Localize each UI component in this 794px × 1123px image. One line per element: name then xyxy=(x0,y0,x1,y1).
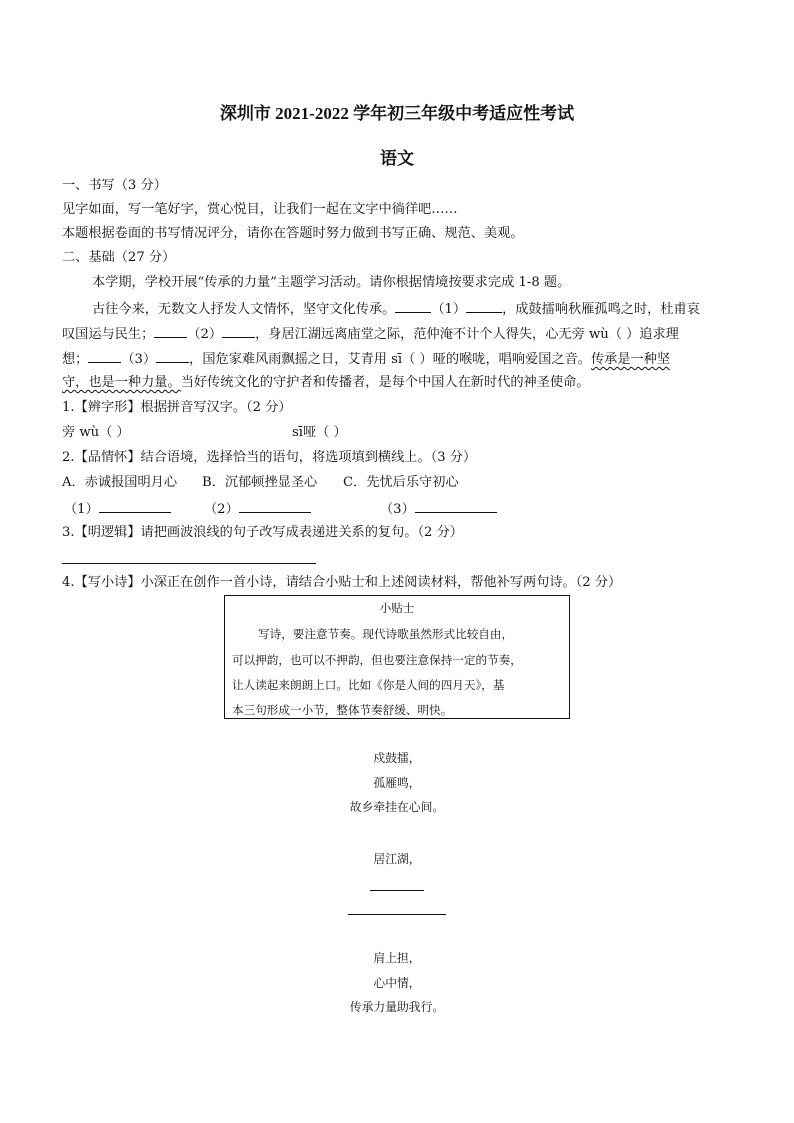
poem-line: 戍鼓擂， xyxy=(373,751,421,765)
tip-line-4: 本三句形成一小节，整体节奏舒缓、明快。 xyxy=(232,703,453,717)
tip-line-2: 可以押韵，也可以不押韵，但也要注意保持一定的节奏， xyxy=(232,653,522,667)
poem-answer-line-1[interactable] xyxy=(370,890,424,891)
blank-label-1: （1） xyxy=(431,302,467,317)
q2-blank-1 xyxy=(64,499,171,519)
poem-line: 孤雁鸣， xyxy=(373,776,421,790)
q2-answer-line-3[interactable] xyxy=(415,499,497,513)
passage-text: ，成鼓擂响秋雁孤鸣之时，杜甫哀 xyxy=(502,302,700,317)
answer-blank-3a[interactable] xyxy=(88,349,121,363)
tip-line-3: 让人读起来朗朗上口。比如《你是人间的四月天》，基 xyxy=(232,678,505,692)
poem-line: 传承力量助我行。 xyxy=(349,1000,445,1014)
wavy-sentence-part2: 守，也是一种力量。 xyxy=(62,375,181,390)
answer-blank-1b[interactable] xyxy=(466,299,502,313)
q1-item-a[interactable]: 旁 wù（ ） xyxy=(62,425,130,440)
passage-text: 叹国运与民生； xyxy=(62,327,155,342)
q2-option-a: A．赤诚报国明月心 xyxy=(62,475,178,490)
passage-text: ，国危家难风雨飘摇之日，艾青用 sī（ ）哑的喉咙，唱响爱国之音。 xyxy=(189,352,591,367)
poem-answer-line-2[interactable] xyxy=(348,914,446,915)
section1-line2: 本题根据卷面的书写情况评分，请你在答题时努力做到书写正确、规范、美观。 xyxy=(62,226,524,241)
passage-text: ，身居江湖远离庙堂之际，范仲淹不计个人得失，心无旁 wù（ ）追求理 xyxy=(255,327,679,342)
answer-blank-2a[interactable] xyxy=(154,324,187,338)
q1-stem: 1.【辨字形】根据拼音写汉字。（2 分） xyxy=(62,400,292,415)
q2-blank-2 xyxy=(204,499,311,519)
q2-blank-2-label: （2） xyxy=(204,502,239,517)
poem-line: 肩上担， xyxy=(373,951,421,965)
tip-title: 小贴士 xyxy=(379,601,415,615)
q2-blank-3 xyxy=(380,499,497,519)
passage-line-2 xyxy=(62,324,679,344)
section2-intro: 本学期，学校开展“传承的力量”主题学习活动。请你根据情境按要求完成 1-8 题。 xyxy=(92,275,571,290)
poem-line: 心中情， xyxy=(373,976,421,990)
q2-stem: 2.【品情怀】结合语境，选择恰当的语句，将选项填到横线上。（3 分） xyxy=(62,450,477,465)
q3-stem: 3.【明逻辑】请把画波浪线的句子改写成表递进关系的复句。（2 分） xyxy=(62,525,463,540)
q2-blank-3-label: （3） xyxy=(380,502,415,517)
passage-text: 古往今来，无数文人抒发人文情怀，坚守文化传承。 xyxy=(92,302,396,317)
q4-stem: 4.【写小诗】小深正在创作一首小诗，请结合小贴士和上述阅读材料，帮他补写两句诗。（2 分） xyxy=(62,575,622,590)
poem-line: 居江湖， xyxy=(373,852,421,866)
section2-heading: 二、基础（27 分） xyxy=(62,250,176,265)
q2-option-b: B．沉郁顿挫显圣心 xyxy=(202,475,318,490)
q2-option-c: C．先忧后乐守初心 xyxy=(343,475,459,490)
q2-answer-line-1[interactable] xyxy=(99,499,171,513)
q1-item-b[interactable]: sī哑（ ） xyxy=(292,425,347,440)
q2-answer-line-2[interactable] xyxy=(239,499,311,513)
passage-line-4 xyxy=(62,374,590,392)
section1-line1: 见字如面，写一笔好字，赏心悦目，让我们一起在文字中徜徉吧…… xyxy=(62,202,458,217)
tip-line-1: 写诗，要注意节奏。现代诗歌虽然形式比较自由， xyxy=(258,627,514,641)
answer-blank-1a[interactable] xyxy=(395,299,431,313)
answer-blank-3b[interactable] xyxy=(156,349,189,363)
answer-blank-2b[interactable] xyxy=(222,324,255,338)
q3-answer-line[interactable] xyxy=(62,563,316,564)
section1-heading: 一、书写（3 分） xyxy=(62,178,167,193)
subject-title: 语文 xyxy=(380,149,414,168)
passage-line-3 xyxy=(62,349,670,369)
passage-text: 当好传统文化的守护者和传播者，是每个中国人在新时代的神圣使命。 xyxy=(180,375,590,390)
blank-label-2: （2） xyxy=(187,327,223,342)
wavy-sentence-part1: 传承是一种坚 xyxy=(590,352,671,367)
passage-line-1 xyxy=(92,299,700,319)
exam-title: 深圳市 2021-2022 学年初三年级中考适应性考试 xyxy=(219,104,575,123)
poem-line: 故乡牵挂在心间。 xyxy=(349,800,445,814)
q2-blank-1-label: （1） xyxy=(64,502,99,517)
passage-text: 想； xyxy=(62,352,89,367)
blank-label-3: （3） xyxy=(121,352,157,367)
